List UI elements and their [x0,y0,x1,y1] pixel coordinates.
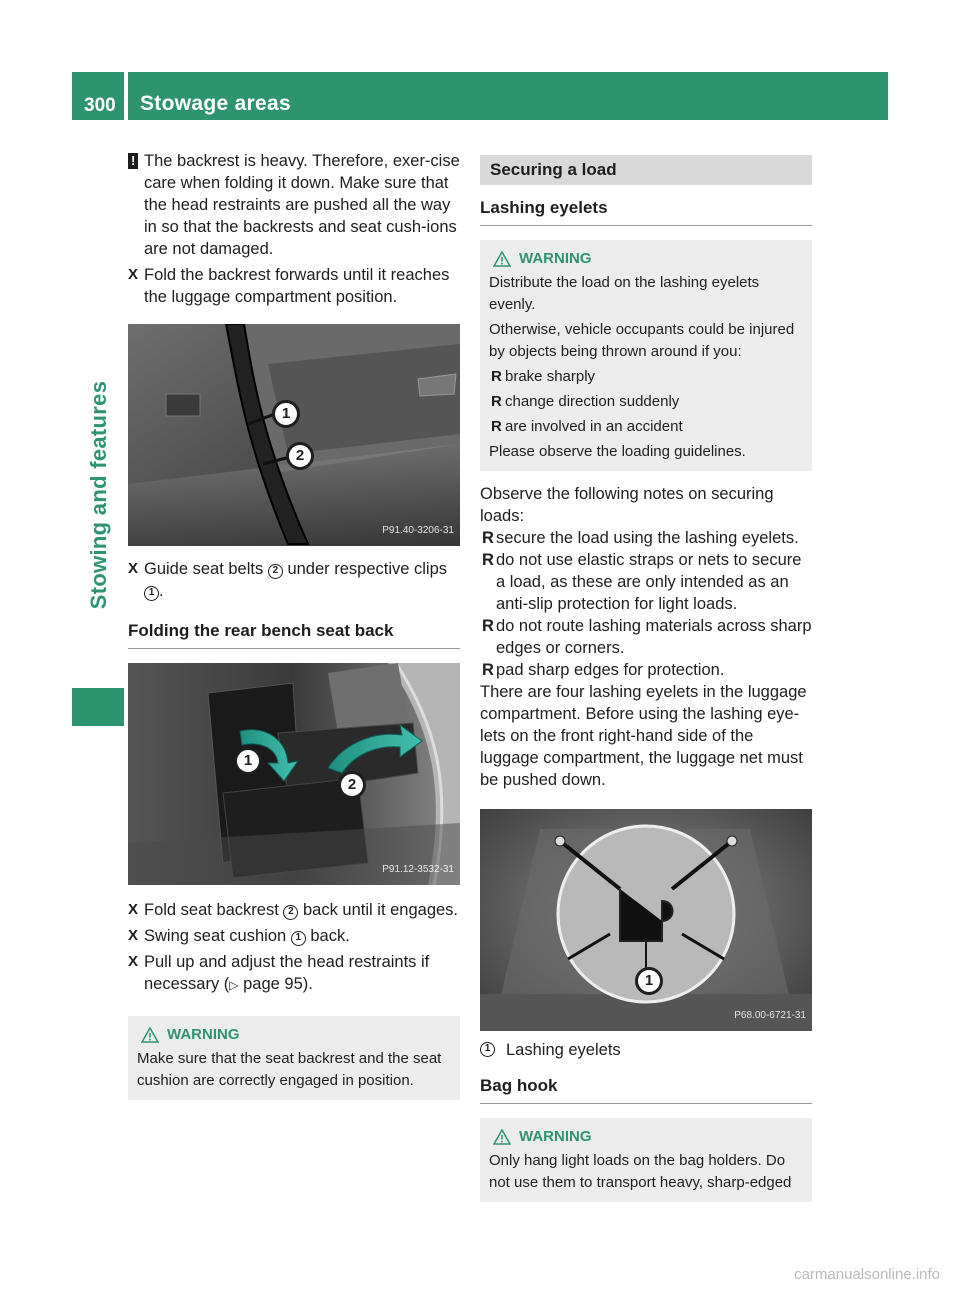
warning-text: Make sure that the seat backrest and the seat cushion are correctly engaged in position. [137,1050,442,1089]
page-ref-link[interactable]: page 95). [238,975,313,993]
notice-icon: ! [128,153,138,169]
step-text-b: back. [310,927,350,945]
section-heading-bag-hook: Bag hook [480,1075,812,1104]
step-text-a: Fold seat backrest [144,901,279,919]
bullet-text: are involved in an accident [505,418,683,435]
bullet-text: brake sharply [505,368,596,385]
side-tab [84,330,114,660]
step-text: Pull up and adjust the head restraints if necessary ( [144,953,430,993]
warning-triangle-icon [141,1027,159,1043]
seat-belt-illustration [128,324,460,546]
ref-number-1: 1 [291,931,306,946]
warning-label: WARNING [167,1026,240,1043]
side-tab-label: Stowing and features [86,380,111,610]
warning-triangle-icon [493,1129,511,1145]
warning-bullet-2 [489,391,803,413]
ref-number-2: 2 [268,564,283,579]
figure-lashing-eyelets [480,809,812,1031]
bullet-marker: R [482,661,494,679]
warning-triangle-icon [493,251,511,267]
warning-box-bag-hook [480,1118,812,1202]
bullet-marker: R [491,368,502,385]
bullet-marker: R [491,393,502,410]
warning-box-lashing [480,240,812,471]
note-text: secure the load using the lashing eyelets. [496,529,799,547]
warning-box-seat [128,1016,460,1100]
warning-title [493,1126,803,1148]
step-text-a: Guide seat belts [144,560,264,578]
warning-label: WARNING [519,1128,592,1145]
luggage-compartment-illustration [480,809,812,1031]
page-ref-icon: ▷ [229,978,239,992]
note-2 [480,549,812,615]
bullet-marker: R [482,617,494,635]
section-heading-lashing: Lashing eyelets [480,197,812,226]
warning-line-3: Please observe the loading guidelines. [489,443,746,460]
side-tab-marker [72,688,124,726]
section-heading-fold: Folding the rear bench seat back [128,620,460,649]
notice-text: The backrest is heavy. Therefore, exer-cise care when folding it down. Make sure that the head restraints are pushed all the way in so that the backrests and seat cush-ions are not damaged. [144,152,460,258]
step-text-c: . [159,582,164,600]
note-text: do not route lashing materials across sharp edges or corners. [496,617,812,657]
ref-number-1: 1 [480,1042,495,1057]
figure-legend [480,1039,812,1061]
step-fold-luggage [128,264,460,308]
step-marker: X [128,560,139,577]
step-text-b: under respective clips [287,560,448,578]
callout-2: 2 [286,442,314,470]
step-guide-belts [128,558,460,602]
note-text: do not use elastic straps or nets to secure a load, as these are only intended as an anti-slip protection for light loads. [496,551,802,613]
figure-seat-belt-guide [128,324,460,546]
warning-bullet-1 [489,366,803,388]
step-marker: X [128,927,139,944]
watermark: carmanualsonline.info [794,1266,940,1283]
callout-1: 1 [635,967,663,995]
page-title: Stowage areas [128,72,888,120]
step-text: Fold the backrest forwards until it reaches the luggage compartment position. [144,266,450,306]
figure-code: P91.12-3532-31 [382,864,454,875]
step-marker: X [128,266,139,283]
four-eyelets-paragraph: There are four lashing eyelets in the luggage compartment. Before using the lashing eye-lets on the front right-hand side of the luggage compartment, the luggage net must be pushed down. [480,683,807,789]
note-1 [480,527,812,549]
warning-text: Only hang light loads on the bag holders. Do not use them to transport heavy, sharp-edged [489,1152,792,1191]
step-pull-head-restraints [128,951,460,996]
step-fold-backrest [128,899,460,921]
page-number: 300 [72,72,124,120]
observe-paragraph: Observe the following notes on securing loads: [480,485,774,525]
bullet-marker: R [482,529,494,547]
warning-label: WARNING [519,250,592,267]
bullet-marker: R [482,551,494,569]
step-marker: X [128,953,139,970]
warning-line-2: Otherwise, vehicle occupants could be injured by objects being thrown around if you: [489,321,795,360]
left-column [128,150,460,1100]
note-text: pad sharp edges for protection. [496,661,725,679]
warning-bullet-3 [489,416,803,438]
bullet-text: change direction suddenly [505,393,680,410]
section-bar-securing: Securing a load [480,155,812,185]
note-3 [480,615,812,659]
ref-number-2: 2 [283,905,298,920]
warning-title [493,248,803,270]
step-swing-cushion [128,925,460,947]
warning-line-1: Distribute the load on the lashing eyelets evenly. [489,274,760,313]
figure-code: P68.00-6721-31 [734,1010,806,1021]
figure-fold-bench [128,663,460,885]
warning-title [141,1024,451,1046]
bench-seat-illustration [128,663,460,885]
callout-1: 1 [272,400,300,428]
legend-text: Lashing eyelets [506,1041,621,1059]
callout-2: 2 [338,771,366,799]
figure-code: P91.40-3206-31 [382,525,454,536]
bullet-marker: R [491,418,502,435]
step-marker: X [128,901,139,918]
callout-1: 1 [234,747,262,775]
right-column [480,155,812,1202]
notice-paragraph [128,150,460,260]
step-text-b: back until it engages. [303,901,459,919]
step-text-a: Swing seat cushion [144,927,287,945]
ref-number-1: 1 [144,586,159,601]
note-4 [480,659,812,681]
